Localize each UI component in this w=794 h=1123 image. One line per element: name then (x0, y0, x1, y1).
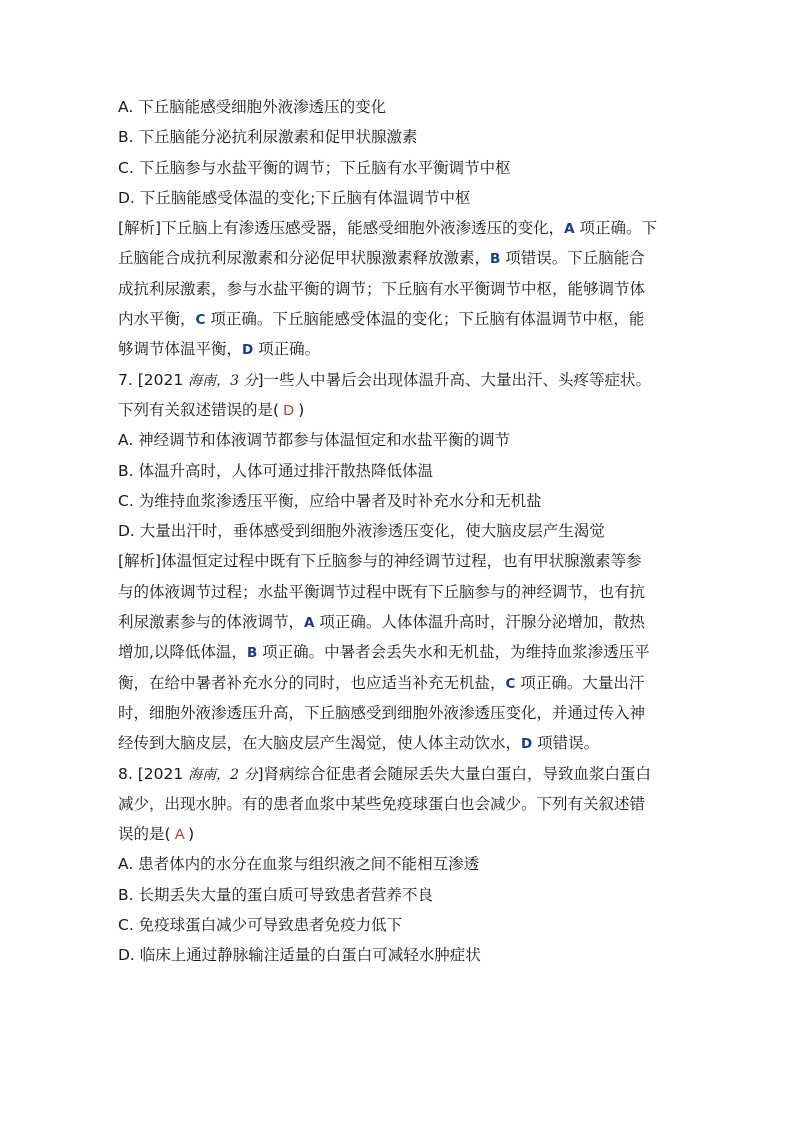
q8-stem-line-2: 减少，出现水肿。有的患者血浆中某些免疫球蛋白也会减少。下列有关叙述错 (118, 794, 646, 813)
q6-analysis-line-2 (118, 243, 678, 273)
q8-option-c: C. 免疫球蛋白减少可导致患者免疫力低下 (118, 916, 403, 935)
analysis-text: 够调节体温平衡， (118, 340, 243, 359)
option-letter: B (246, 645, 258, 662)
q6-option-a: A. 下丘脑能感受细胞外液渗透压的变化 (118, 98, 387, 116)
q7-stem-line-2 (118, 395, 678, 425)
q7-option-b: B. 体温升高时，人体可通过排汗散热降低体温 (118, 461, 433, 480)
q7-analysis-line-7 (118, 728, 678, 758)
analysis-text: 项正确。下 (574, 219, 657, 238)
q8-option-b: B. 长期丢失大量的蛋白质可导致患者营养不良 (118, 885, 433, 904)
q7-option-a: A. 神经调节和体液调节都参与体温恒定和水盐平衡的调节 (118, 431, 511, 450)
question-number: 7. [2021 (118, 370, 189, 389)
analysis-text: 增加,以降低体温， (118, 643, 247, 662)
question-text: 误的是( (118, 825, 171, 844)
q6-analysis-line-1 (118, 213, 678, 243)
analysis-text: 经传到大脑皮层，在大脑皮层产生渴觉，使人体主动饮水， (118, 734, 522, 753)
q7-analysis-line-3 (118, 607, 678, 637)
q7-option-d: D. 大量出汗时，垂体感受到细胞外液渗透压变化，使大脑皮层产生渴觉 (118, 522, 605, 541)
analysis-text: 项正确。中暑者会丢失水和无机盐，为维持血浆渗透压平 (257, 643, 650, 662)
analysis-text: 利尿激素参与的体液调节， (118, 613, 305, 632)
question-source: 海南，3 分 (188, 372, 258, 389)
analysis-text: 内水平衡， (118, 310, 196, 329)
option-letter: B (490, 251, 501, 268)
analysis-text: 项正确。大量出汗 (515, 673, 645, 692)
q7-option-c: C. 为维持血浆渗透压平衡，应给中暑者及时补充水分和无机盐 (118, 491, 542, 510)
question-text: ]肾病综合征患者会随尿丢失大量白蛋白，导致血浆白蛋白 (257, 764, 652, 783)
q6-analysis-line-4 (118, 304, 678, 334)
q6-option-b: B. 下丘脑能分泌抗利尿激素和促甲状腺激素 (118, 128, 418, 147)
q6-analysis-line-5 (118, 334, 678, 364)
question-text: 下列有关叙述错误的是( (118, 400, 280, 419)
q8-stem-line-1 (118, 759, 678, 789)
analysis-text: 衡，在给中暑者补充水分的同时，也应适当补充无机盐， (118, 673, 506, 692)
q8-stem-line-3 (118, 819, 678, 849)
analysis-text: 项错误。 (532, 734, 600, 753)
question-text: ) (188, 825, 195, 844)
option-letter: D (242, 342, 254, 359)
analysis-text: 项错误。下丘脑能合 (500, 249, 645, 268)
q7-analysis-line-4 (118, 637, 678, 667)
q7-stem-line-1 (118, 365, 678, 395)
option-letter: C (505, 675, 516, 692)
q7-analysis-line-6: 时，细胞外液渗透压升高，下丘脑感受到细胞外液渗透压变化，并通过传入神 (118, 703, 646, 722)
analysis-text: 项正确。下丘脑能感受体温的变化；下丘脑有体温调节中枢，能 (205, 310, 645, 329)
q6-option-c: C. 下丘脑参与水盐平衡的调节；下丘脑有水平衡调节中枢 (118, 158, 511, 177)
question-source: 海南，2 分 (188, 766, 258, 783)
option-letter: A (564, 221, 575, 238)
analysis-text: 项正确。人体体温升高时，汗腺分泌增加，散热 (314, 613, 645, 632)
q7-analysis-line-1: [解析]体温恒定过程中既有下丘脑参与的神经调节过程，也有甲状腺激素等参 (118, 552, 642, 571)
document-page (118, 92, 678, 971)
analysis-text: [解析]下丘脑上有渗透压感受器，能感受细胞外液渗透压的变化， (118, 219, 565, 238)
answer-letter: D (279, 401, 299, 419)
q6-option-d: D. 下丘脑能感受体温的变化;下丘脑有体温调节中枢 (118, 188, 471, 207)
question-text: ) (298, 400, 305, 419)
q7-analysis-line-5 (118, 668, 678, 698)
q6-analysis-line-3: 成抗利尿激素，参与水盐平衡的调节；下丘脑有水平衡调节中枢，能够调节体 (118, 279, 646, 298)
option-letter: D (521, 736, 533, 753)
option-letter: C (195, 312, 206, 329)
option-letter: A (304, 615, 315, 632)
question-number: 8. [2021 (118, 764, 189, 783)
analysis-text: 项正确。 (253, 340, 321, 359)
q8-option-d: D. 临床上通过静脉输注适量的白蛋白可减轻水肿症状 (118, 946, 481, 965)
q8-option-a: A. 患者体内的水分在血浆与组织液之间不能相互渗透 (118, 855, 480, 874)
answer-letter: A (170, 826, 189, 844)
question-text: ]一些人中暑后会出现体温升高、大量出汗、头疼等症状。 (257, 370, 652, 389)
q7-analysis-line-2: 与的体液调节过程；水盐平衡调节过程中既有下丘脑参与的神经调节，也有抗 (118, 582, 646, 601)
analysis-text: 丘脑能合成抗利尿激素和分泌促甲状腺激素释放激素， (118, 249, 491, 268)
